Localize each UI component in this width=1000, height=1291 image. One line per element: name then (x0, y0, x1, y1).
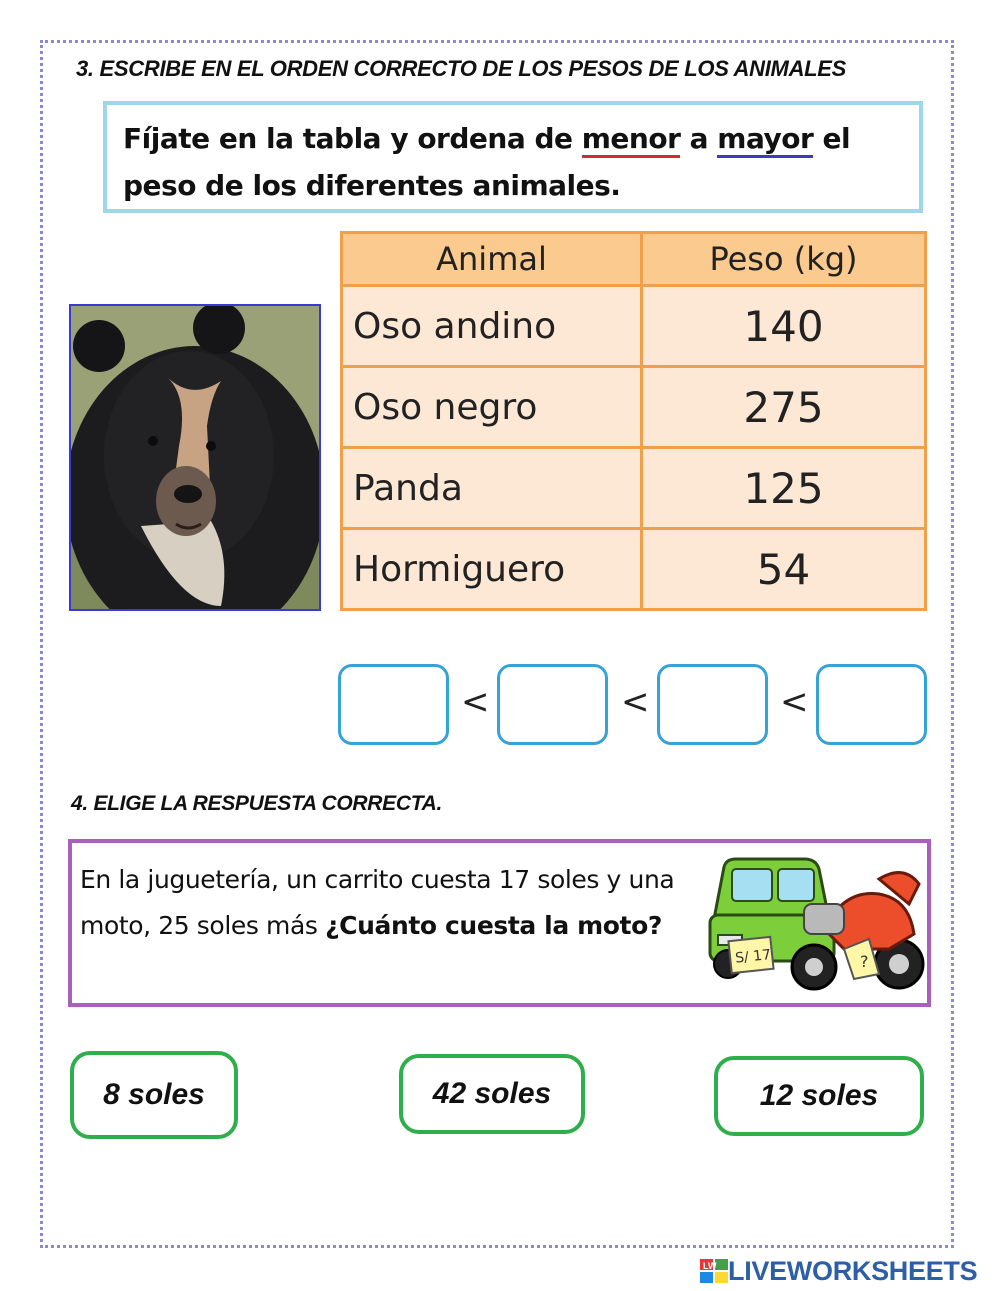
animal-name: Oso negro (342, 367, 642, 448)
liveworksheets-brand (700, 1256, 977, 1286)
header-animal: Animal (342, 233, 642, 286)
answer-box-2[interactable] (497, 664, 608, 745)
brand-name: LIVEWORKSHEETS (728, 1255, 978, 1286)
problem-box (68, 839, 931, 1007)
less-than-symbol: < (621, 682, 650, 722)
animal-weight: 140 (642, 286, 926, 367)
header-peso: Peso (kg) (642, 233, 926, 286)
bear-illustration (71, 306, 319, 609)
instruction-box (103, 101, 923, 213)
option-8-soles[interactable]: 8 soles (70, 1051, 238, 1139)
logo-letters: LW (703, 1261, 717, 1271)
animal-weight: 125 (642, 448, 926, 529)
section-4-title: 4. ELIGE LA RESPUESTA CORRECTA. (71, 792, 443, 815)
less-than-symbol: < (461, 682, 490, 722)
answer-box-1[interactable] (338, 664, 449, 745)
instruction-text-3: el peso de los diferentes animales. (123, 122, 851, 202)
animal-name: Hormiguero (342, 529, 642, 610)
problem-statement: En la juguetería, un carrito cuesta 17 soles y una moto, 25 soles más (80, 865, 675, 940)
weights-table (340, 231, 927, 611)
option-12-soles[interactable]: 12 soles (714, 1056, 924, 1136)
answer-box-4[interactable] (816, 664, 927, 745)
table-row (342, 448, 926, 529)
table-header-row (342, 233, 926, 286)
word-menor: menor (582, 122, 681, 158)
answer-box-3[interactable] (657, 664, 768, 745)
price-tag-text: S/ 17 (734, 946, 772, 967)
animal-weight: 275 (642, 367, 926, 448)
word-mayor: mayor (717, 122, 813, 158)
liveworksheets-logo-icon (700, 1259, 728, 1283)
unknown-price-text: ? (860, 952, 869, 971)
option-42-soles[interactable]: 42 soles (399, 1054, 585, 1134)
instruction-text-2: a (680, 122, 718, 155)
table-row (342, 529, 926, 610)
instruction-text-1: Fíjate en la tabla y ordena de (123, 122, 582, 155)
section-3-title: 3. ESCRIBE EN EL ORDEN CORRECTO DE LOS PESOS DE LOS ANIMALES (76, 56, 847, 81)
animal-name: Oso andino (342, 286, 642, 367)
table-row (342, 367, 926, 448)
car-and-motorcycle-illustration (704, 849, 929, 999)
table-row (342, 286, 926, 367)
problem-text (80, 857, 700, 949)
animal-name: Panda (342, 448, 642, 529)
problem-question: ¿Cuánto cuesta la moto? (325, 911, 662, 940)
less-than-symbol: < (780, 682, 809, 722)
animal-weight: 54 (642, 529, 926, 610)
andean-bear-photo (69, 304, 321, 611)
